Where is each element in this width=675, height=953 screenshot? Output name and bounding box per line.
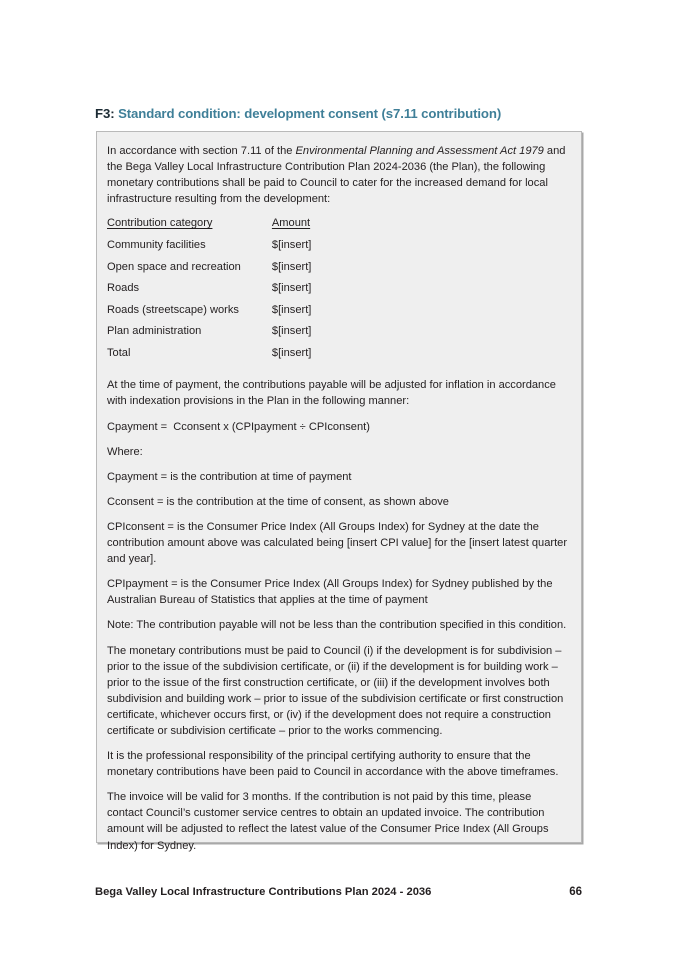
act-title: Environmental Planning and Assessment Act 1979 xyxy=(295,145,544,157)
page-footer xyxy=(95,886,582,898)
cell-amount: $[insert] xyxy=(271,303,312,316)
indexation-intro-paragraph: At the time of payment, the contributions payable will be adjusted for inflation in accordance with indexation provisions in the Plan in the following manner: xyxy=(107,379,556,408)
cell-amount: $[insert] xyxy=(271,260,312,273)
invoice-validity-paragraph: The invoice will be valid for 3 months. If the contribution is not paid by this time, please contact Council’s customer service centres to obtain an updated invoice. The contribution amount will be adjusted to reflect the latest value of the Consumer Price Index (All Groups Index) for Sydney. xyxy=(107,791,549,852)
indexation-formula: Cpayment = Cconsent x (CPIpayment ÷ CPIconsent) xyxy=(107,420,370,433)
section-heading-title: Standard condition: development consent (s7.11 contribution) xyxy=(118,106,502,121)
cell-amount-total: $[insert] xyxy=(271,346,312,359)
cell-category-total: Total xyxy=(107,346,131,359)
section-heading-code: F3 xyxy=(95,106,111,121)
certifier-responsibility-paragraph: It is the professional responsibility of the principal certifying authority to ensure that the monetary contributions have been paid to Council in accordance with the above timeframes. xyxy=(107,750,559,779)
cell-category: Roads xyxy=(107,282,140,295)
standard-condition-box xyxy=(96,131,582,852)
table-row xyxy=(107,324,569,346)
intro-paragraph xyxy=(107,143,569,207)
cell-category: Community facilities xyxy=(107,239,206,252)
table-row xyxy=(107,303,569,325)
cell-category: Plan administration xyxy=(107,325,202,338)
cell-amount: $[insert] xyxy=(271,325,312,338)
intro-paragraph-part2: and the Bega Valley Local Infrastructure Contribution Plan 2024-2036 (the Plan), the following monetary contributions shall be paid to Council to cater for the increased demand for local infrastructure resulting from the development: xyxy=(107,145,566,206)
table-row xyxy=(107,238,569,260)
cell-amount: $[insert] xyxy=(271,239,312,252)
definition-cpiconsent: CPIconsent = is the Consumer Price Index (All Groups Index) for Sydney at the date the contribution amount above was calculated being [insert CPI value] for the [insert latest quarter and year]. xyxy=(107,520,568,566)
cell-category: Open space and recreation xyxy=(107,260,241,273)
column-header-category: Contribution category xyxy=(107,217,213,230)
definition-cpayment: Cpayment = is the contribution at time of payment xyxy=(107,470,352,483)
payment-timing-paragraph: The monetary contributions must be paid to Council (i) if the development is for subdivision – prior to the issue of the subdivision certificate, or (ii) if the development is for building work – prior to the issue of the first construction certificate, or (iii) if the development involves both subdivision and building work – prior to issue of the subdivision certificate or first construction certificate, whichever occurs first, or (iv) if the development does not require a construction certificate or subdivision certificate – prior to the works commencing. xyxy=(107,644,564,737)
section-heading-separator: : xyxy=(110,106,119,121)
column-header-amount: Amount xyxy=(271,217,311,230)
where-label: Where: xyxy=(107,445,143,458)
definition-cconsent: Cconsent = is the contribution at the time of consent, as shown above xyxy=(107,495,449,508)
cell-amount: $[insert] xyxy=(271,282,312,295)
table-row xyxy=(107,260,569,282)
table-row xyxy=(107,281,569,303)
cell-category: Roads (streetscape) works xyxy=(107,303,239,316)
footer-document-title: Bega Valley Local Infrastructure Contributions Plan 2024 - 2036 xyxy=(95,886,432,898)
definition-cpipayment: CPIpayment = is the Consumer Price Index (All Groups Index) for Sydney published by the Australian Bureau of Statistics that applies at the time of payment xyxy=(107,578,553,607)
table-header-row xyxy=(107,216,569,238)
intro-paragraph-part1: In accordance with section 7.11 of the xyxy=(107,145,296,157)
contribution-table xyxy=(107,216,569,367)
section-heading xyxy=(95,106,501,121)
note-paragraph: Note: The contribution payable will not be less than the contribution specified in this condition. xyxy=(107,619,567,632)
footer-page-number: 66 xyxy=(569,886,582,898)
table-row xyxy=(107,346,569,368)
